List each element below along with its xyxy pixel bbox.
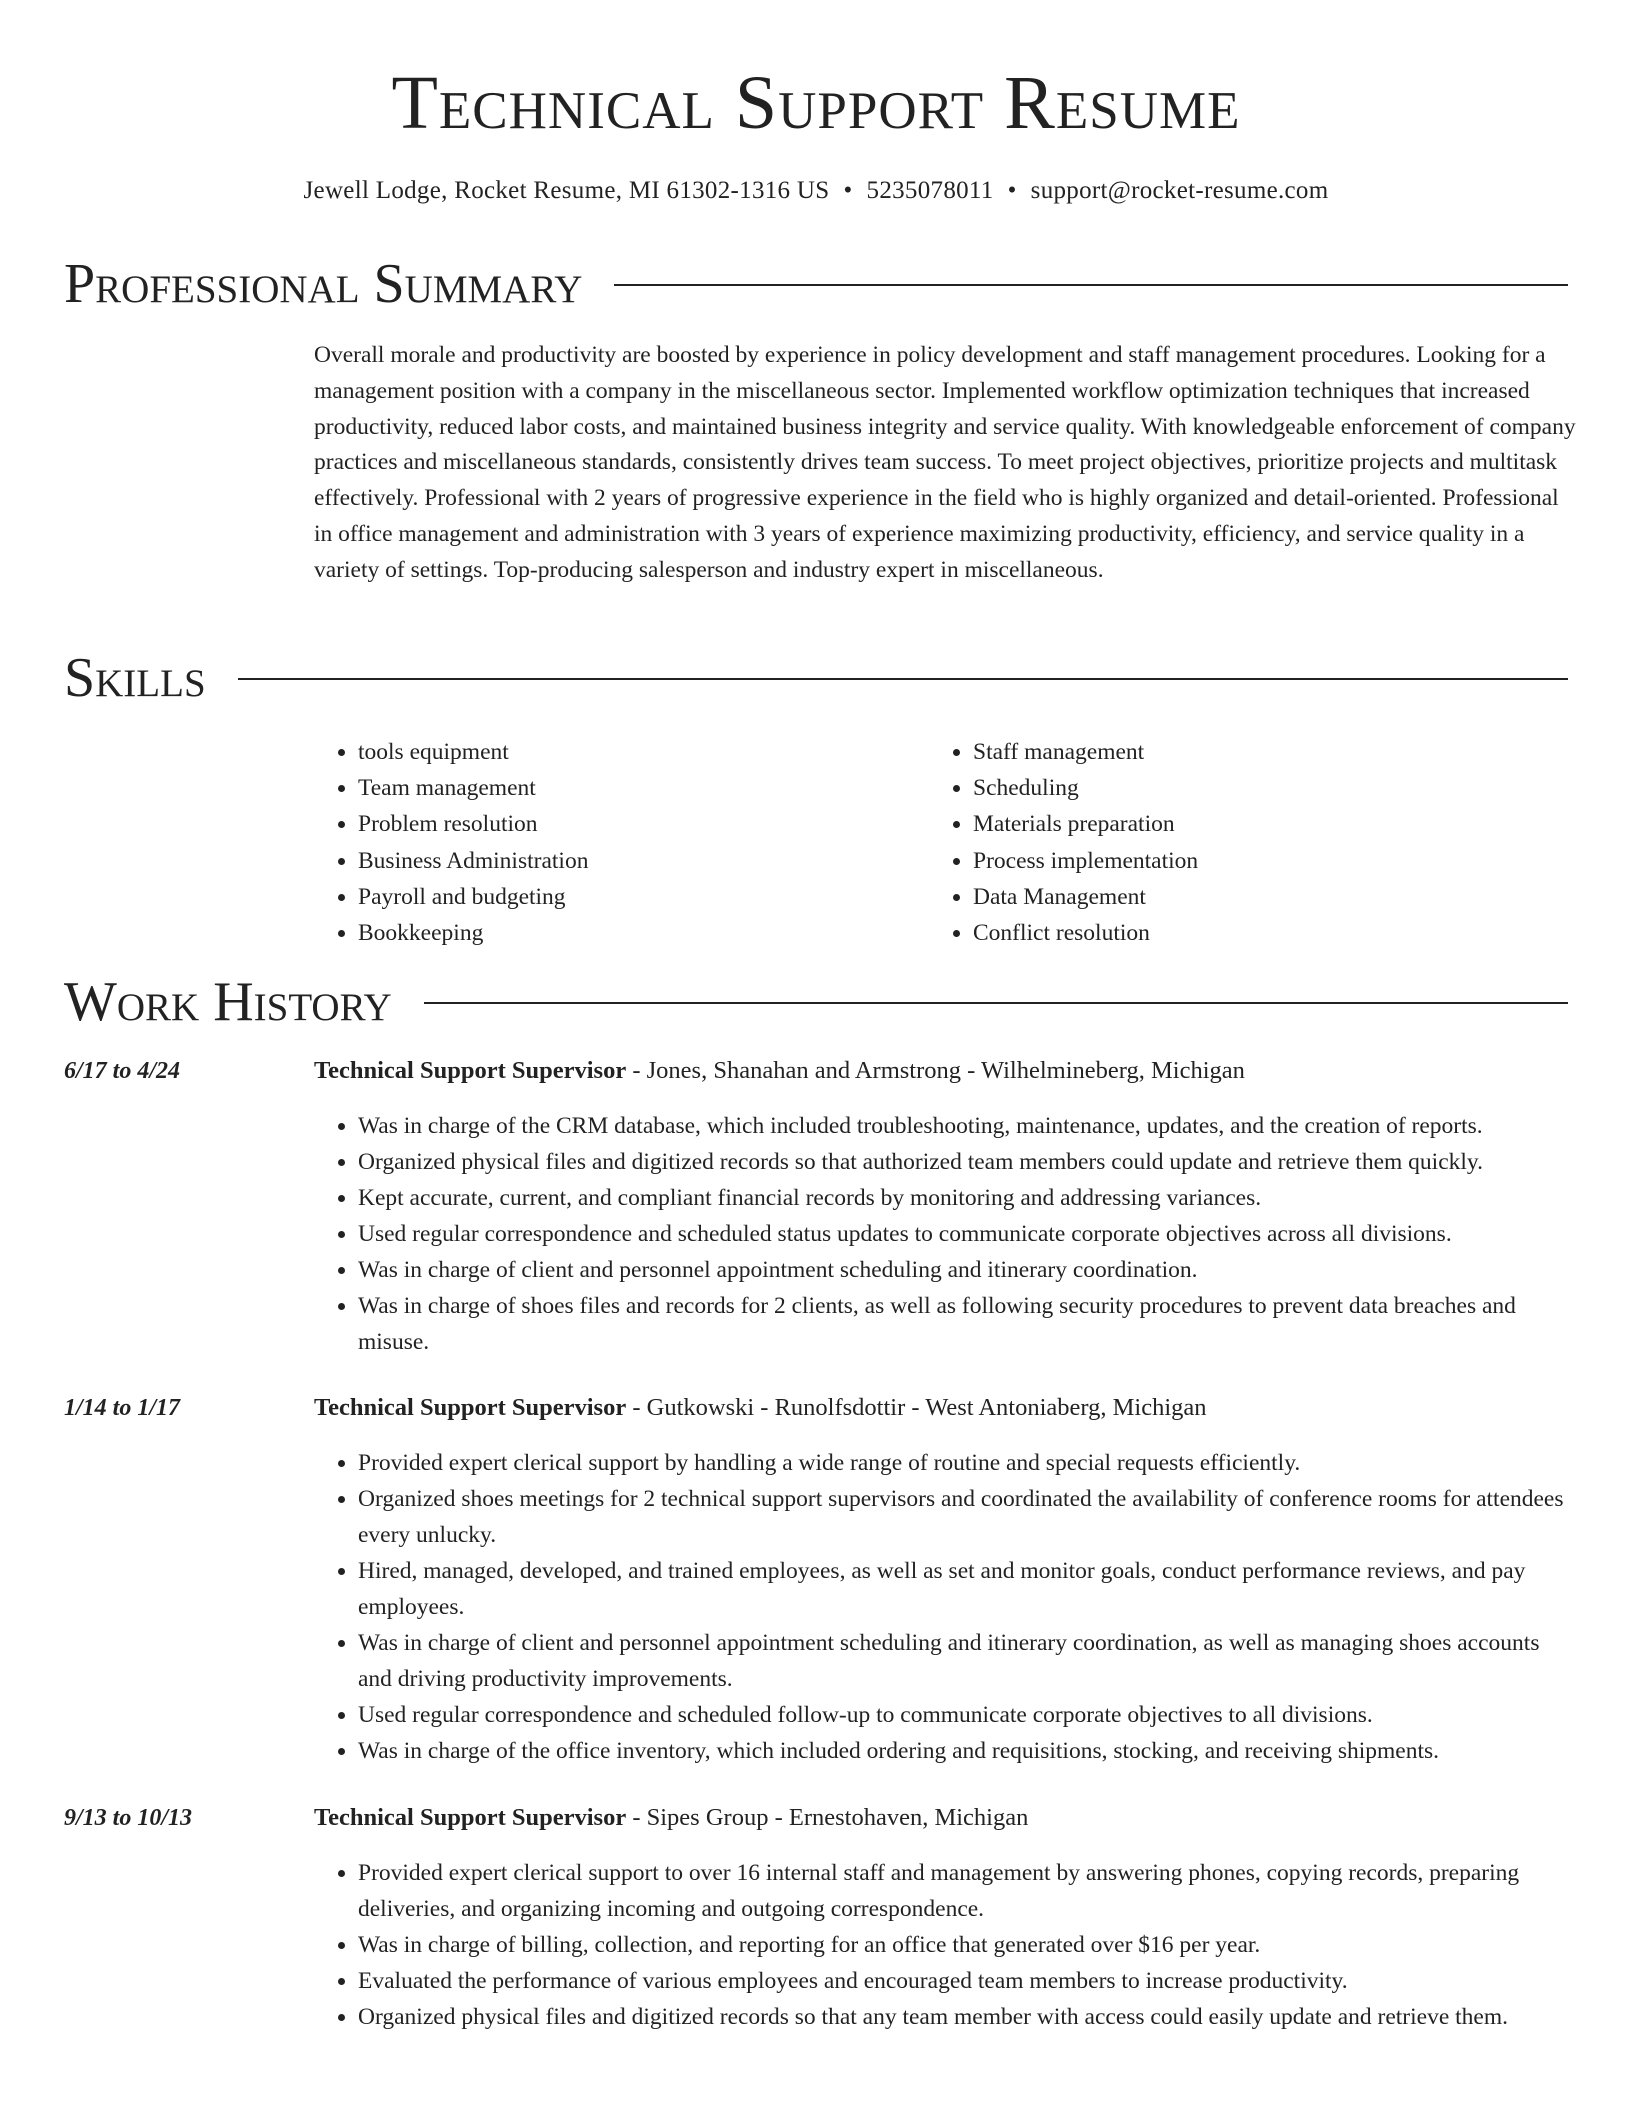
job-bullet: • Organized physical files and digitized records so that any team member with access could easily update and retrieve them.	[358, 1999, 1576, 2035]
skills-section-header	[64, 646, 1568, 710]
contact-phone: 5235078011	[866, 177, 994, 204]
resume-title: Technical Support Resume	[391, 61, 1241, 145]
job-dates: 9/13 to 10/13	[64, 1805, 193, 1831]
job-bullet: • Was in charge of the CRM database, which included troubleshooting, maintenance, updates, and the creation of reports.	[358, 1108, 1576, 1144]
skill-item: • tools equipment	[358, 734, 929, 770]
job-bullet: • Used regular correspondence and scheduled follow-up to communicate corporate objectives to all divisions.	[358, 1697, 1576, 1733]
job-bullet: • Provided expert clerical support to over 16 internal staff and management by answering phones, copying records, preparing deliveries, and organizing incoming and outgoing correspondence.	[358, 1855, 1576, 1927]
job-employer: - Jones, Shanahan and Armstrong - Wilhelmineberg, Michigan	[626, 1057, 1245, 1084]
job-heading	[314, 1054, 1245, 1088]
job-heading	[314, 1391, 1207, 1425]
job-bullet: • Was in charge of the office inventory, which included ordering and requisitions, stocking, and receiving shipments.	[358, 1733, 1576, 1769]
job-heading	[314, 1801, 1028, 1835]
job-bullet: • Was in charge of client and personnel appointment scheduling and itinerary coordination.	[358, 1252, 1576, 1288]
skill-item: • Payroll and budgeting	[358, 879, 929, 915]
job-bullet: • Organized shoes meetings for 2 technical support supervisors and coordinated the availability of conference rooms for attendees every unlucky.	[358, 1481, 1576, 1553]
job-bullet: • Organized physical files and digitized records so that authorized team members could update and retrieve them quickly.	[358, 1144, 1576, 1180]
job-dates: 1/14 to 1/17	[64, 1395, 181, 1421]
contact-email: support@rocket-resume.com	[1030, 177, 1329, 204]
section-divider	[238, 678, 1568, 680]
contact-separator: •	[1007, 177, 1017, 204]
skill-item: • Problem resolution	[358, 806, 929, 842]
job-dates: 6/17 to 4/24	[64, 1058, 181, 1084]
job-title: Technical Support Supervisor	[314, 1804, 627, 1831]
skill-item: • Team management	[358, 770, 929, 806]
job-employer: - Gutkowski - Runolfsdottir - West Antoniaberg, Michigan	[626, 1394, 1207, 1421]
job-bullet: • Used regular correspondence and scheduled status updates to communicate corporate objectives across all divisions.	[358, 1216, 1576, 1252]
work-history-heading: Work History	[64, 971, 392, 1033]
job-bullet: • Was in charge of client and personnel appointment scheduling and itinerary coordination, as well as managing shoes accounts and driving productivity improvements.	[358, 1625, 1576, 1697]
job-title: Technical Support Supervisor	[314, 1057, 627, 1084]
skill-item: • Bookkeeping	[358, 915, 929, 951]
job-bullets	[314, 1108, 1576, 1360]
contact-address: Jewell Lodge, Rocket Resume, MI 61302-1316 US	[303, 177, 830, 204]
skills-list	[314, 734, 1576, 951]
summary-heading: Professional Summary	[64, 253, 583, 315]
work-history-section-header	[64, 970, 1568, 1034]
contact-line	[0, 175, 1632, 207]
job-bullet: • Provided expert clerical support by handling a wide range of routine and special requests efficiently.	[358, 1445, 1576, 1481]
job-employer: - Sipes Group - Ernestohaven, Michigan	[626, 1804, 1029, 1831]
skill-item: • Staff management	[973, 734, 1544, 770]
job-bullet: • Kept accurate, current, and compliant financial records by monitoring and addressing variances.	[358, 1180, 1576, 1216]
job-bullets	[314, 1855, 1576, 2035]
section-divider	[424, 1002, 1568, 1004]
skill-item: • Materials preparation	[973, 806, 1544, 842]
section-divider	[614, 284, 1568, 286]
job-bullet: • Was in charge of shoes files and records for 2 clients, as well as following security procedures to prevent data breaches and misuse.	[358, 1288, 1576, 1360]
contact-separator: •	[843, 177, 853, 204]
job-bullet: • Evaluated the performance of various employees and encouraged team members to increase productivity.	[358, 1963, 1576, 1999]
summary-text: Overall morale and productivity are boosted by experience in policy development and staff management procedures. Looking for a management position with a company in the miscellaneous sector. Implemented workflow optimization techniques that increased productivity, reduced labor costs, and maintained business integrity and service quality. With knowledgeable enforcement of company practices and miscellaneous standards, consistently drives team success. To meet project objectives, prioritize projects and multitask effectively. Professional with 2 years of progressive experience in the field who is highly organized and detail-oriented. Professional in office management and administration with 3 years of experience maximizing productivity, efficiency, and service quality in a variety of settings. Top-producing salesperson and industry expert in miscellaneous.	[314, 342, 1576, 583]
skills-column-left	[314, 734, 929, 951]
summary-section-header	[64, 252, 1568, 316]
skill-item: • Conflict resolution	[973, 915, 1544, 951]
skill-item: • Business Administration	[358, 843, 929, 879]
skills-heading: Skills	[64, 647, 206, 709]
skills-column-right	[929, 734, 1544, 951]
skill-item: • Process implementation	[973, 843, 1544, 879]
job-bullet: • Hired, managed, developed, and trained employees, as well as set and monitor goals, conduct performance reviews, and pay employees.	[358, 1553, 1576, 1625]
job-title: Technical Support Supervisor	[314, 1394, 627, 1421]
skill-item: • Scheduling	[973, 770, 1544, 806]
job-bullets	[314, 1445, 1576, 1769]
skill-item: • Data Management	[973, 879, 1544, 915]
job-bullet: • Was in charge of billing, collection, and reporting for an office that generated over $16 per year.	[358, 1927, 1576, 1963]
